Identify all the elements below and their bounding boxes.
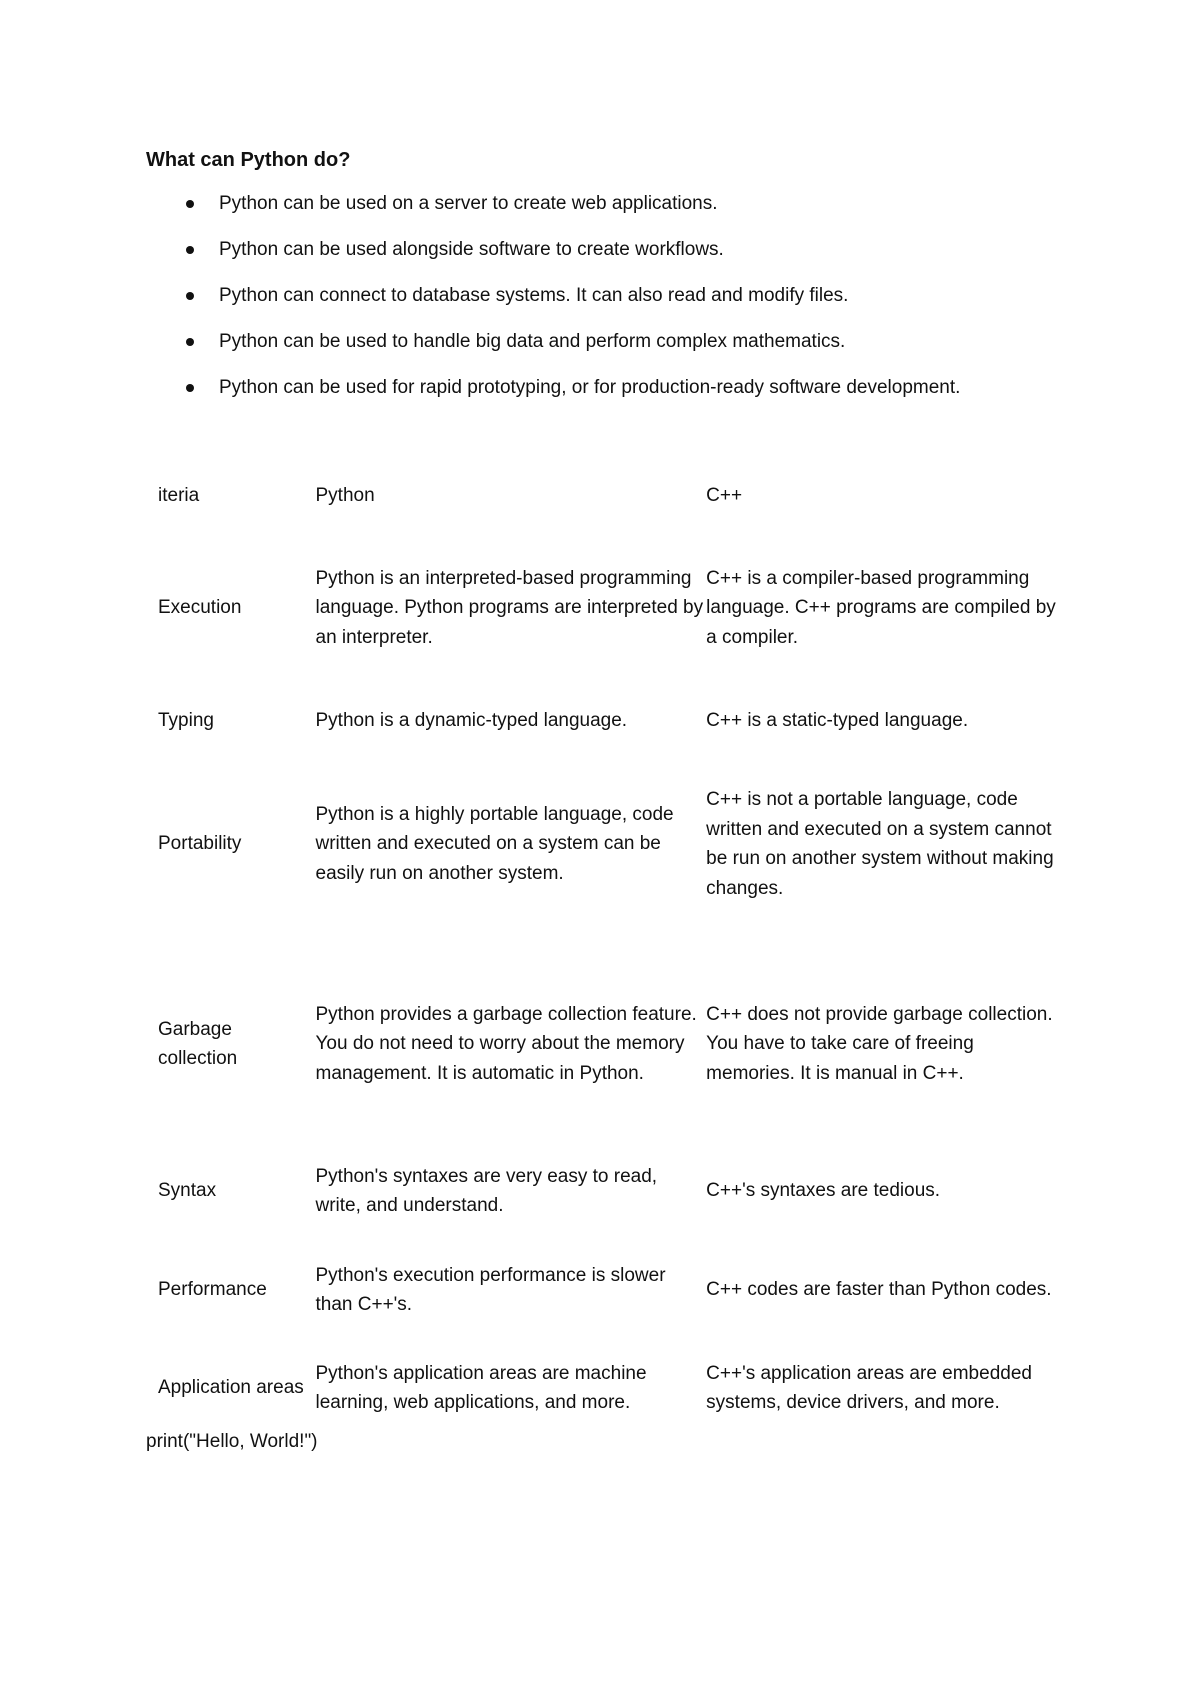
cell-python: Python is a highly portable language, code written and executed on a system can be easily run on another system. [315,803,674,884]
table-row [158,1238,1058,1342]
cell-criteria: Execution [158,597,242,619]
bullet-dot-icon [186,292,194,300]
list-item-text: Python can be used alongside software to create workflows. [219,239,724,260]
cell-criteria: Syntax [158,1180,217,1202]
cell-criteria: Typing [158,710,214,732]
cell-python: Python's syntaxes are very easy to read, write, and understand. [315,1165,658,1216]
header-cpp: C++ [706,485,743,507]
cell-cpp: C++ is not a portable language, code written and executed on a system cannot be run on another system without making changes. [706,789,1054,899]
bullet-dot-icon [186,384,194,392]
table-row [158,744,1058,944]
cell-cpp: C++ is a static-typed language. [706,710,969,732]
list-item-text: Python can connect to database systems. It can also read and modify files. [219,285,849,306]
cell-cpp: C++'s syntaxes are tedious. [706,1180,941,1202]
cell-criteria: Garbage collection [158,1018,238,1069]
table-row [158,944,1058,1144]
table-row [158,1144,1058,1238]
comparison-table [158,474,1058,1434]
cell-python: Python provides a garbage collection feature. You do not need to worry about the memory management. It is automatic in Python. [315,1003,697,1084]
cell-cpp: C++ is a compiler-based programming language. C++ programs are compiled by a compiler. [706,567,1056,648]
bullet-dot-icon [186,338,194,346]
cell-criteria: Application areas [158,1377,304,1399]
cell-python: Python's application areas are machine learning, web applications, and more. [315,1362,647,1413]
cell-python: Python's execution performance is slower than C++'s. [315,1264,666,1315]
table-header-row [158,474,1058,518]
code-snippet: print("Hello, World!") [146,1431,318,1452]
table-row [158,518,1058,698]
cell-python: Python is an interpreted-based programming language. Python programs are interpreted by an interpreter. [315,567,704,648]
feature-list [146,190,1106,420]
page-heading: What can Python do? [146,149,351,171]
header-criteria: iteria [158,485,200,507]
list-item-text: Python can be used on a server to create web applications. [219,193,718,214]
cell-criteria: Performance [158,1279,267,1301]
cell-cpp: C++ does not provide garbage collection. You have to take care of freeing memories. It is manual in C++. [706,1003,1053,1084]
list-item [146,374,1106,420]
header-python: Python [315,485,375,507]
cell-criteria: Portability [158,833,242,855]
list-item-text: Python can be used for rapid prototyping, or for production-ready software development. [219,377,961,398]
bullet-dot-icon [186,200,194,208]
table-row [158,1342,1058,1434]
list-item [146,236,1106,282]
table-row [158,698,1058,744]
cell-python: Python is a dynamic-typed language. [315,710,628,732]
cell-cpp: C++ codes are faster than Python codes. [706,1279,1052,1301]
list-item [146,282,1106,328]
bullet-dot-icon [186,246,194,254]
list-item [146,328,1106,374]
cell-cpp: C++'s application areas are embedded systems, device drivers, and more. [706,1362,1032,1413]
list-item [146,190,1106,236]
list-item-text: Python can be used to handle big data and perform complex mathematics. [219,331,846,352]
